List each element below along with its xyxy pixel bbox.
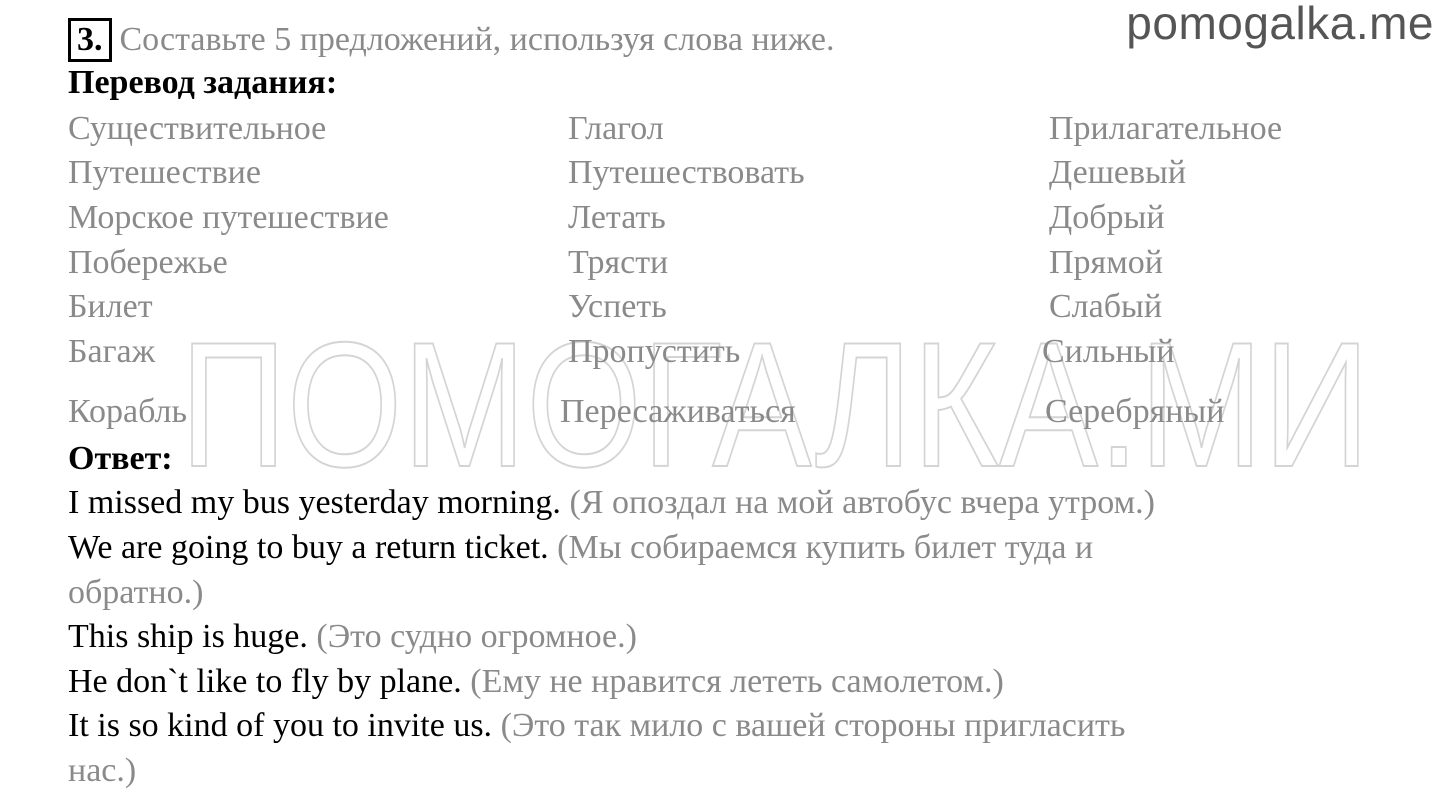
word-verb-header: Глагол bbox=[568, 110, 664, 147]
answer-russian: обратно.) bbox=[68, 574, 204, 611]
task-line bbox=[68, 18, 834, 62]
answer-line bbox=[68, 574, 203, 612]
word-noun: Корабль bbox=[68, 393, 187, 430]
answer-russian: (Я опоздал на мой автобус вчера утром.) bbox=[560, 484, 1155, 521]
answer-english: It is so kind of you to invite us. bbox=[68, 707, 493, 744]
word-noun-header: Существительное bbox=[68, 110, 327, 147]
task-text: Составьте 5 предложений, используя слова ниже. bbox=[119, 21, 835, 58]
answer-english: I missed my bus yesterday morning. bbox=[68, 484, 561, 521]
word-adjective-header: Прилагательное bbox=[1049, 110, 1283, 147]
site-watermark: pomogalka.me bbox=[1126, 0, 1434, 49]
task-number: 3. bbox=[68, 18, 112, 62]
answer-heading: Ответ: bbox=[68, 440, 173, 477]
answer-line bbox=[68, 707, 1125, 745]
word-noun: Багаж bbox=[68, 333, 156, 370]
word-adjective: Добрый bbox=[1049, 199, 1165, 236]
word-noun: Билет bbox=[68, 288, 153, 325]
answer-line bbox=[68, 663, 1004, 701]
answer-line bbox=[68, 484, 1155, 522]
word-adjective: Серебряный bbox=[1045, 393, 1225, 430]
answer-line bbox=[68, 752, 136, 790]
word-adjective: Слабый bbox=[1049, 288, 1163, 325]
word-verb: Пропустить bbox=[568, 333, 741, 370]
answer-russian: (Мы собираемся купить билет туда и bbox=[548, 529, 1094, 566]
answer-line bbox=[68, 618, 637, 656]
word-adjective: Сильный bbox=[1042, 333, 1175, 370]
answer-line bbox=[68, 529, 1093, 567]
background-watermark-text: ПОМОГАЛКА.МИ bbox=[180, 318, 1370, 478]
word-noun: Морское путешествие bbox=[68, 199, 389, 236]
answer-english: This ship is huge. bbox=[68, 618, 308, 655]
answer-english: We are going to buy a return ticket. bbox=[68, 529, 549, 566]
answer-russian: (Ему не нравится лететь самолетом.) bbox=[461, 663, 1004, 700]
word-adjective: Дешевый bbox=[1049, 154, 1187, 191]
answer-russian: (Это так мило с вашей стороны пригласить bbox=[492, 707, 1126, 744]
answer-english: He don`t like to fly by plane. bbox=[68, 663, 462, 700]
word-verb: Путешествовать bbox=[568, 154, 805, 191]
word-verb: Летать bbox=[568, 199, 666, 236]
word-verb: Трясти bbox=[568, 244, 669, 281]
word-noun: Побережье bbox=[68, 244, 228, 281]
word-adjective: Прямой bbox=[1049, 244, 1163, 281]
answer-russian: нас.) bbox=[68, 752, 137, 789]
answer-russian: (Это судно огромное.) bbox=[307, 618, 637, 655]
word-verb: Пересаживаться bbox=[560, 393, 796, 430]
word-noun: Путешествие bbox=[68, 154, 261, 191]
translation-heading: Перевод задания: bbox=[68, 64, 338, 101]
word-verb: Успеть bbox=[568, 288, 667, 325]
